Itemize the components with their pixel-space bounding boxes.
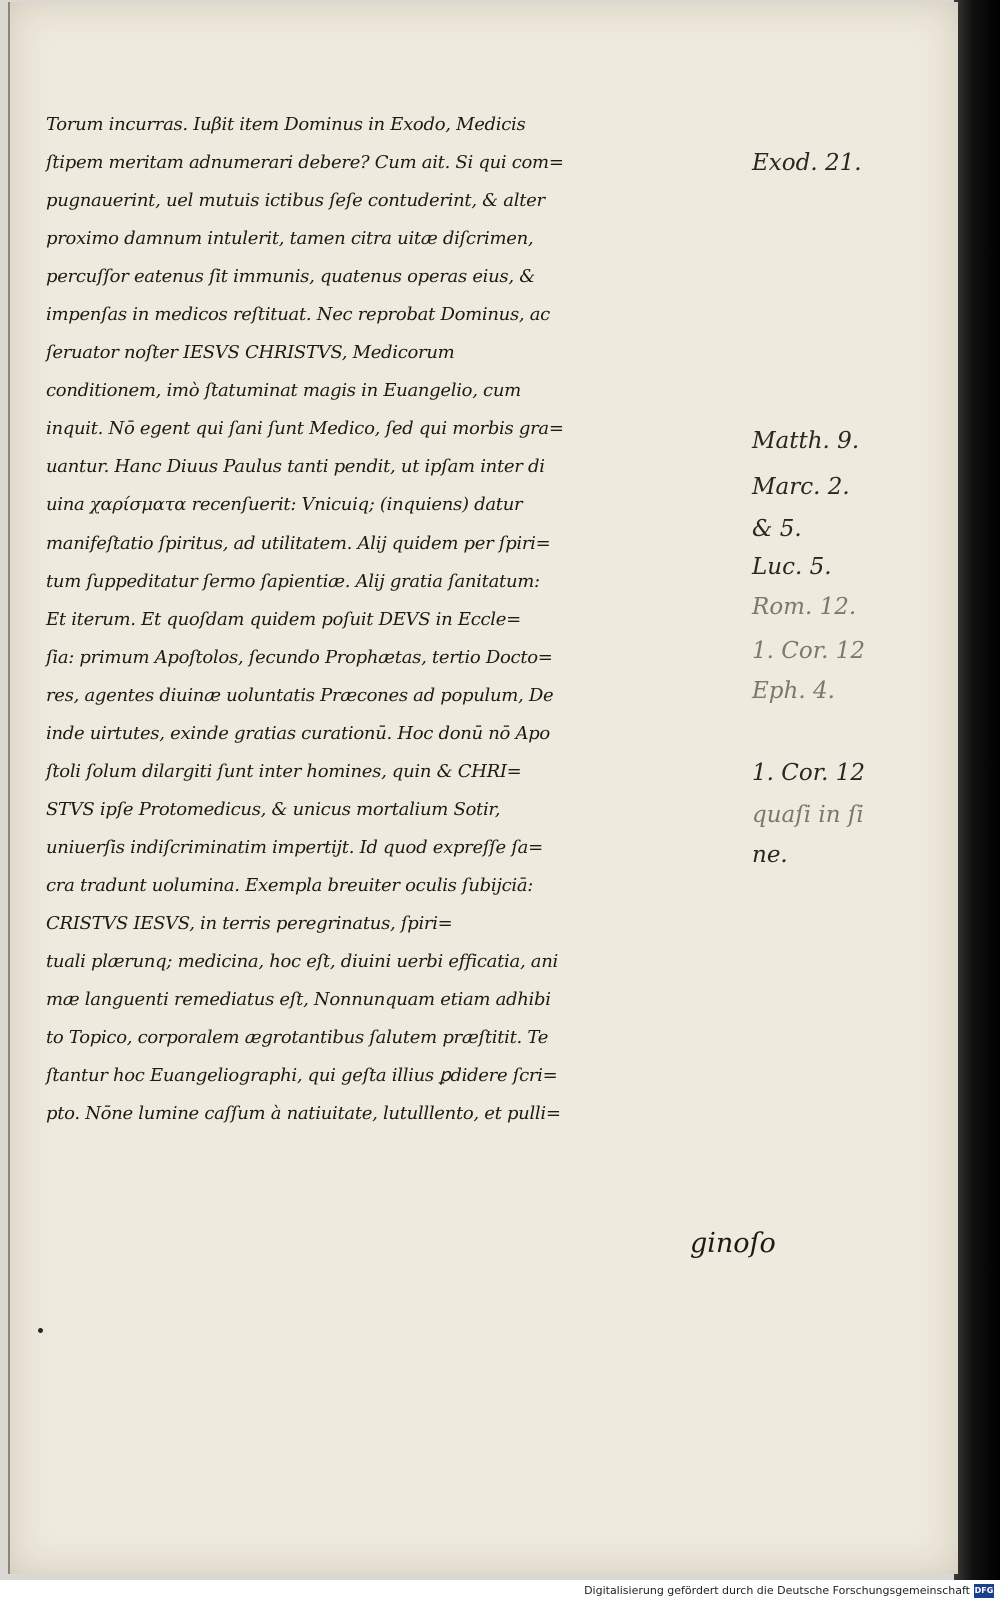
margin-note: Exod. 21.	[752, 150, 862, 176]
text-line: to Topico, corporalem ægrotantibus ſalutem præſtitit. Te	[46, 1027, 549, 1049]
ink-speck	[38, 1328, 43, 1333]
text-line: tum ſuppeditatur ſermo ſapientiæ. Alij gratia ſanitatum:	[46, 570, 540, 592]
margin-note: quaſi in ſi	[752, 802, 864, 828]
text-line: proximo damnum intulerit, tamen citra uitæ diſcrimen,	[46, 228, 534, 250]
margin-note: & 5.	[752, 516, 802, 542]
text-line: impenſas in medicos reſtituat. Nec reprobat Dominus, ac	[46, 304, 550, 326]
margin-note: Matth. 9.	[752, 428, 860, 454]
text-line: cra tradunt uolumina. Exempla breuiter oculis ſubijciā:	[46, 874, 534, 896]
text-line: inquit. Nō egent qui ſani ſunt Medico, ſed qui morbis gra=	[46, 418, 564, 440]
text-line: uantur. Hanc Diuus Paulus tanti pendit, ut ipſam inter di	[46, 456, 545, 478]
margin-note: 1. Cor. 12	[752, 760, 866, 786]
text-line: res, agentes diuinæ uoluntatis Præcones ad populum, De	[46, 684, 554, 706]
margin-note: Marc. 2.	[752, 474, 850, 500]
text-line: ſia: primum Apoſtolos, ſecundo Prophætas, tertio Docto=	[46, 646, 553, 668]
book-spine-edge	[954, 0, 1000, 1580]
text-line: ſtantur hoc Euangeliographi, qui geſta illius ꝑdidere ſcri=	[46, 1065, 558, 1087]
text-line: Torum incurras. Iuβit item Dominus in Exodo, Medicis	[46, 114, 526, 135]
text-line: ſtipem meritam adnumerari debere? Cum ait. Si qui com=	[46, 152, 564, 174]
text-line: ſeruator noſter IESVS CHRISTVS, Medicorum	[46, 342, 455, 364]
text-line: uina χαρίσματα recenſuerit: Vnicuiq; (inquiens) datur	[46, 494, 523, 516]
text-line: uniuerſis indiſcriminatim impertijt. Id quod expreſſe ſa=	[46, 836, 543, 858]
margin-note: Rom. 12.	[752, 594, 857, 620]
text-line: inde uirtutes, exinde gratias curationū. Hoc donū nō Apo	[46, 722, 550, 744]
footer-bar	[0, 1580, 1000, 1604]
text-line: ſtoli ſolum dilargiti ſunt inter homines, quin & CHRI=	[46, 760, 522, 782]
book-page	[8, 2, 958, 1574]
text-line: pugnauerint, uel mutuis ictibus ſeſe contuderint, & alter	[46, 190, 545, 212]
text-line: conditionem, imò ſtatuminat magis in Euangelio, cum	[46, 380, 521, 402]
catchword: ginoſo	[690, 1228, 776, 1259]
text-line: tuali plærunq; medicina, hoc eſt, diuini uerbi efficatia, ani	[46, 951, 558, 973]
funding-credit: Digitalisierung gefördert durch die Deutsche Forschungsgemeinschaft	[584, 1584, 970, 1597]
text-line: manifeſtatio ſpiritus, ad utilitatem. Alij quidem per ſpiri=	[46, 532, 551, 554]
text-line: percuſſor eatenus ſit immunis, quatenus operas eius, &	[46, 266, 535, 288]
margin-note: Eph. 4.	[752, 678, 835, 704]
text-line: STVS ipſe Protomedicus, & unicus mortalium Sotir,	[46, 798, 501, 820]
margin-note: ne.	[752, 842, 788, 868]
margin-note: Luc. 5.	[752, 554, 832, 580]
text-line: CRISTVS IESVS, in terris peregrinatus, ſpiri=	[46, 912, 453, 934]
text-line: mæ languenti remediatus eſt, Nonnunquam etiam adhibi	[46, 989, 551, 1011]
text-line: Et iterum. Et quoſdam quidem poſuit DEVS in Eccle=	[46, 608, 521, 630]
dfg-logo: DFG	[974, 1584, 994, 1598]
body-text	[46, 106, 786, 1133]
text-line: pto. Nōne lumine caſſum à natiuitate, lutulllento, et pulli=	[46, 1103, 561, 1125]
margin-note: 1. Cor. 12	[752, 638, 866, 664]
